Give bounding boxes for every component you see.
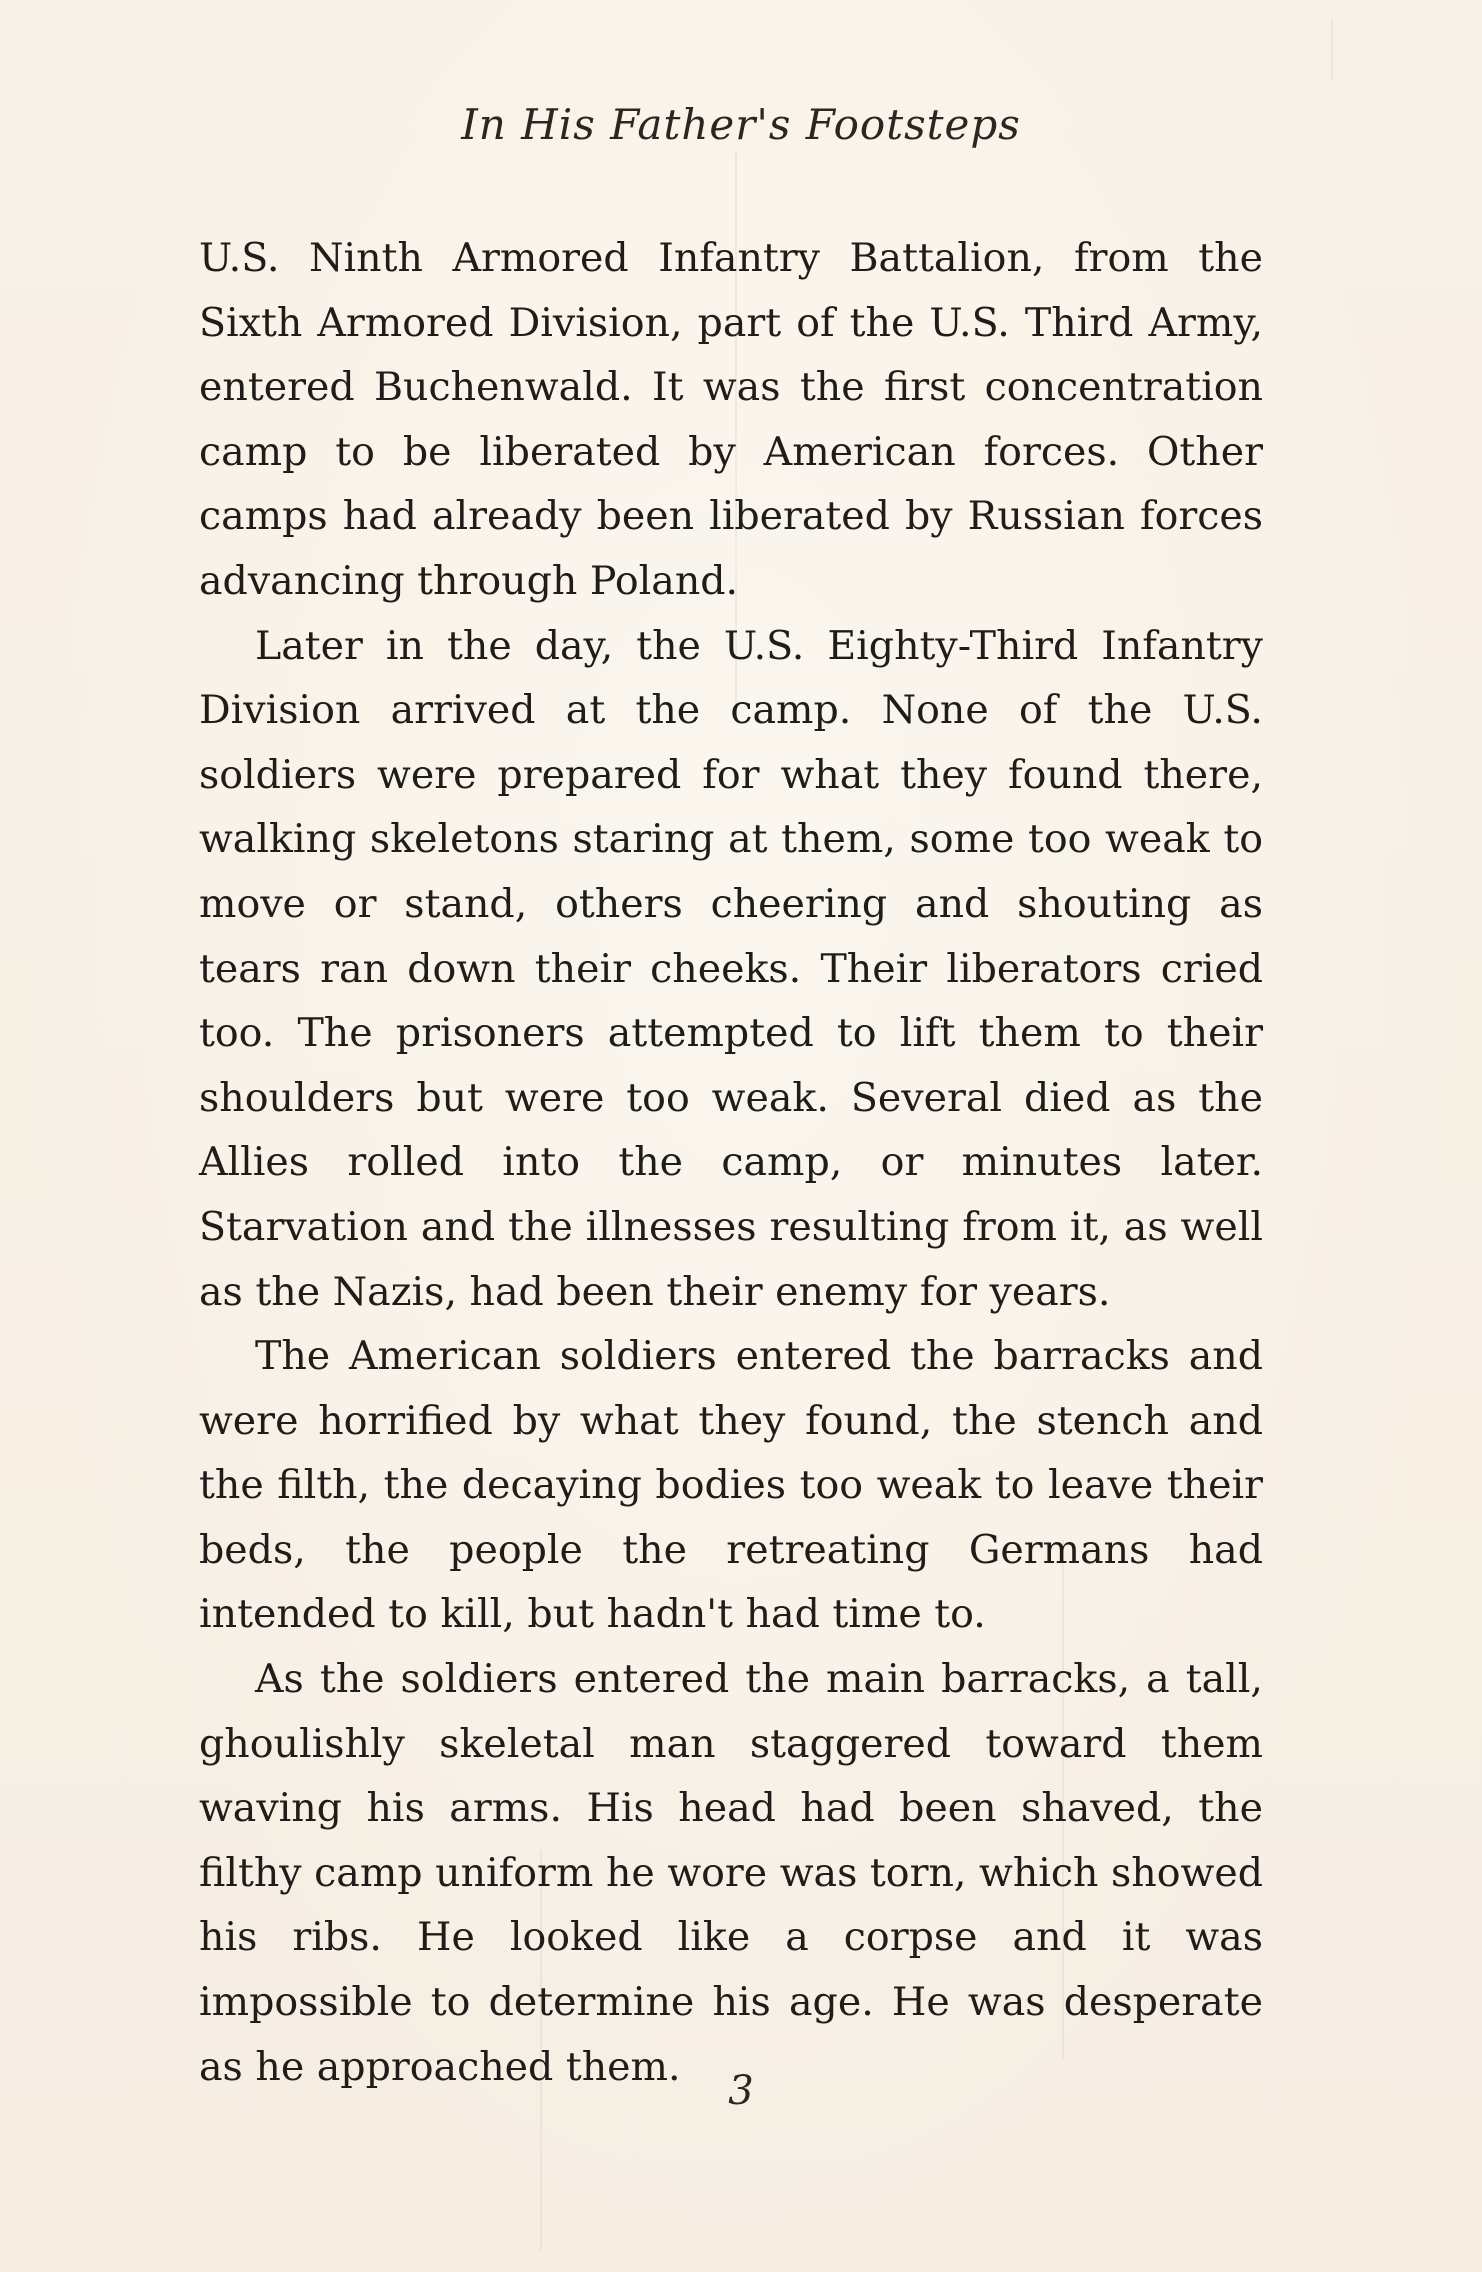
page-number: 3 <box>728 2068 754 2114</box>
paragraph: The American soldiers entered the barracks and were horrified by what they found, the stench and the filth, the decaying bodies too weak to leave their beds, the people the retreating Germans had intended to kill, but hadn't had time to. <box>199 1333 1263 1638</box>
running-head: In His Father's Footsteps <box>461 100 1021 149</box>
paragraph: As the soldiers entered the main barracks, a tall, ghoulishly skeletal man staggered toward them waving his arms. His head had been shaved, the filthy camp uniform he wore was torn, which showed his ribs. He looked like a corpse and it was impossible to determine his age. He was desperate as he approached them. <box>199 1656 1263 2090</box>
paragraph: U.S. Ninth Armored Infantry Battalion, from the Sixth Armored Division, part of the U.S. Third Army, entered Buchenwald. It was the first concentration camp to be liberated by American forces. Other camps had already been liberated by Russian forces advancing through Poland. <box>199 235 1263 604</box>
body-text <box>199 226 1263 2099</box>
paragraph: Later in the day, the U.S. Eighty-Third Infantry Division arrived at the camp. None of the U.S. soldiers were prepared for what they found there, walking skeletons staring at them, some too weak to move or stand, others cheering and shouting as tears ran down their cheeks. Their liberators cried too. The prisoners attempted to lift them to their shoulders but were too weak. Several died as the Allies rolled into the camp, or minutes later. Starvation and the illnesses resulting from it, as well as the Nazis, had been their enemy for years. <box>199 622 1263 1315</box>
scan-mark <box>1331 20 1333 80</box>
